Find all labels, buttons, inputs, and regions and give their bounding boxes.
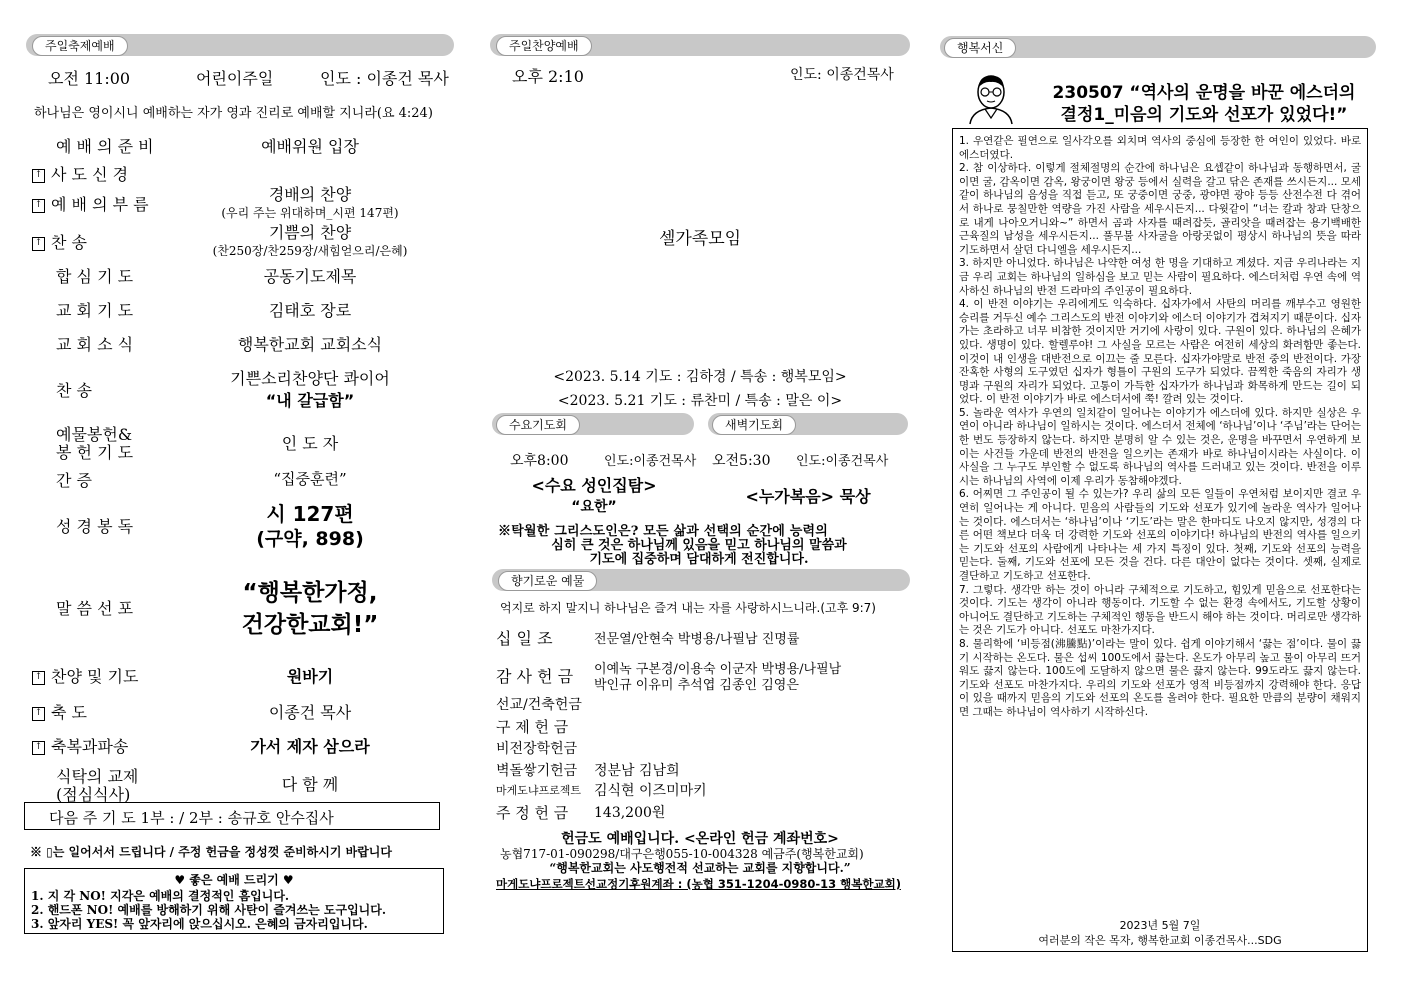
stand-icon: ↑ <box>32 169 45 183</box>
order-content: 다 함 께 <box>281 775 339 794</box>
offering-title: 주 정 헌 금 <box>496 804 569 822</box>
mission-statement: “행복한교회는 사도행전적 선교하는 교회를 지향합니다.” <box>549 861 851 875</box>
order-sub: (구약, 898) <box>256 528 364 550</box>
section-label-dawn: 새벽기도회 <box>712 415 796 435</box>
letter-paragraph: 3. 하지만 아니었다. 하나님은 나약한 여성 한 명을 기대하고 계셨다. 지금 우리나라는 지금 우리 교회는 하나님의 일하심을 보고 믿는 사람이 필요하다. 에스더처럼 우연 속에 역사하신 하나님의 반전 드라마의 주인공이 필요하다. <box>959 257 1361 297</box>
order-sub: (우리 주는 위대하며_시편 147편) <box>221 206 399 220</box>
offering-title: 벽돌쌓기헌금 <box>496 763 578 779</box>
worship-time: 오전 11:00 <box>48 69 131 88</box>
stand-icon: ↑ <box>32 741 45 755</box>
good-worship-box <box>24 868 444 934</box>
order-row-benediction <box>32 700 87 723</box>
order-title: 찬 송 <box>51 233 87 252</box>
next-prayer-box <box>24 802 440 830</box>
order-sub: “내 갈급함” <box>265 391 355 410</box>
order-content: 경배의 찬양 <box>268 185 352 204</box>
order-title: 간 증 <box>56 471 92 490</box>
order-title: 교 회 기 도 <box>56 301 134 320</box>
offering-title: 비전장학헌금 <box>496 741 578 757</box>
section-label-wednesday: 수요기도회 <box>496 415 580 435</box>
schedule-item: <2023. 5.14 기도 : 김하경 / 특송 : 행복모임> <box>553 369 847 385</box>
order-content: 공동기도제목 <box>263 267 357 286</box>
section-label-offering: 향기로운 예물 <box>498 571 597 591</box>
offering-names: 143,200원 <box>594 805 666 821</box>
letter-paragraph: 6. 어찌면 그 주인공이 될 수 있는가? 우리 삶의 모든 일들이 우연처럼 보이지만 결코 우연히 일어나는 게 아니다. 믿음의 사람들의 기도와 선포가 있기에 놀라운 역사가 일어나는 것이다. 에스더서는 ‘하나님’이나 ‘기도’라는 말은 한마디도 나오지 않지만, 성경의 다른 어떤 책보다 더욱 더 강력한 기도와 선포의 이야기다! 하나님의 반전의 역사를 일으키는 기도와 선포의 사람에게 나타나는 세 가지 특징이 있다. 첫째, 기도와 선포의 능력을 믿는다. 둘째, 기도와 선포에 모든 것을 건다. 다른 대안이 없다는 것이다. 셋째, 실제로 결단하고 기도하고 선포한다. <box>959 488 1361 582</box>
order-title: 식탁의 교제 <box>56 767 139 786</box>
offering-title: 십 일 조 <box>496 629 553 648</box>
stand-note: ※ ▯는 일어서서 드립니다 / 주정 헌금을 정성껏 준비하시기 바랍니다 <box>30 845 392 859</box>
offering-names: 박인규 이유미 추석엽 김종인 김영은 <box>594 678 799 693</box>
worship-verse: 하나님은 영이시니 예배하는 자가 영과 진리로 예배할 지니라(요 4:24) <box>34 106 433 121</box>
offering-title: 감 사 헌 금 <box>496 667 574 686</box>
order-title: 예 배 의 준 비 <box>56 137 154 156</box>
order-content: 인 도 자 <box>281 434 339 453</box>
order-title: 축 도 <box>51 703 87 722</box>
dawn-leader: 인도:이종건목사 <box>796 454 889 469</box>
order-title: 사 도 신 경 <box>51 165 129 184</box>
order-content: 원바기 <box>286 667 334 686</box>
pastor-portrait-icon <box>960 72 1022 126</box>
order-row-call-to-worship <box>32 192 149 215</box>
letter-box <box>952 128 1368 952</box>
order-title: 성 경 봉 독 <box>56 517 134 536</box>
letter-date: 2023년 5월 7일 <box>1119 919 1201 932</box>
next-prayer: 다음 주 기 도 1부 : / 2부 : 송규호 안수집사 <box>49 809 334 827</box>
letter-paragraph: 4. 이 반전 이야기는 우리에게도 익숙하다. 십자가에서 사탄의 머리를 깨부수고 영원한 승리를 거두신 예수 그리스도의 반전 이야기와 에스더 이야기가 겹쳐지기 때문이다. 십자가는 초라하고 너무 비참한 것이지만 거기에 사랑이 있다. 구원이 있다. 하나님의 은혜가 있다. 생명이 있다. 할렐루야! 그 사실을 모르는 사람은 여전히 세상의 화려함만 좋는다. 이것이 내 인생을 대반전으로 이끄는 줄 모른다. 십자가야말로 반전 중의 반전이다. 가장 잔혹한 사형의 도구였던 십자가 형틀이 구원의 도구가 되었다. 끔찍한 죽음의 자리가 생명과 구원의 자리가 되었다. 고통이 가득한 십자가가 하나님과 화목하게 만드는 길이 되었다. 이 반전 이야기가 바로 에스더서에 쭉! 깔려 있는 것이다. <box>959 298 1361 406</box>
order-title: 찬양 및 기도 <box>51 667 139 686</box>
stand-icon: ↑ <box>32 671 45 685</box>
order-content: 기쁜소리찬양단 콰이어 <box>230 369 390 388</box>
stand-icon: ↑ <box>32 707 45 721</box>
online-offering-title: 헌금도 예배입니다. <온라인 헌금 계좌번호> <box>561 831 839 847</box>
order-content: 김태호 장로 <box>268 301 352 320</box>
order-row-apostles-creed <box>32 162 128 185</box>
good-worship-item: 2. 핸드폰 NO! 예배를 방해하기 위해 사탄이 즐겨쓰는 도구입니다. <box>31 903 387 917</box>
letter-body <box>959 135 1361 720</box>
good-worship-title: ♥ 좋은 예배 드리기 ♥ <box>174 873 294 887</box>
letter-paragraph: 1. 우연같은 필연으로 일사각오를 외치며 역사의 중심에 등장한 한 여인이 있었다. 바로 에스더였다. <box>959 135 1361 161</box>
exhortation-line: 기도에 집중하며 담대하게 전진합니다. <box>589 552 809 567</box>
wed-leader: 인도:이종건목사 <box>604 454 697 469</box>
letter-paragraph: 8. 물리학에 ‘비등점(沸騰點)’이라는 말이 있다. 쉽게 이야기해서 ‘끓는 점’이다. 물이 끓기 시작하는 온도다. 물은 섭씨 100도에서 끓는다. 온도가 아무리 높고 물이 아무리 뜨거워도 끓지 않는다. 100도에 도달하지 않으면 물은 끓지 않는다. 99도라도 끓지 않는다. 기도와 선포도 마찬가지다. 우리의 기도와 선포가 영적 비등점까지 강력해야 한다. 응답이 있을 때까지 믿음의 기도와 선포의 온도를 올려야 한다. 필요한 만큼의 분량이 채워지면 그때는 하나님이 역사하기 시작하신다. <box>959 637 1361 718</box>
letter-paragraph: 5. 놀라운 역사가 우연의 일치같이 일어나는 이야기가 에스더에 있다. 하지만 실상은 우연이 아니라 하나님이 일하시는 것이다. 에스더서 전체에 ‘하나님’이나 ‘주님’라는 단어는 한 번도 등장하지 않는다. 하지만 분명히 알 수 있는 것은, 운명을 바꾸면서 우연하게 보이는 사건들 가운데 반전의 반전을 일으키는 존재가 바로 하나님이시라는 사실이다. 이 사실을 그 누구도 부인할 수 없도록 하나님의 역사를 드러내고 있는 것이다. 반전을 이루시는 하나님의 사역에 이제 우리가 동참해야겠다. <box>959 406 1361 487</box>
bank-account: 농협717-01-090298/대구은행055-10-004328 예금주(행복한교회) <box>500 847 864 861</box>
wed-time: 오후8:00 <box>510 453 569 469</box>
order-sub: (찬250장/찬259장/새힘얻으리/은혜) <box>212 244 408 258</box>
order-row-praise-prayer <box>32 664 138 687</box>
dawn-time: 오전5:30 <box>712 453 771 469</box>
exhortation-line: 심히 큰 것은 하나님께 있음을 믿고 하나님의 말씀과 <box>551 538 847 553</box>
offering-title: 선교/건축헌금 <box>496 697 582 713</box>
afternoon-time: 오후 2:10 <box>512 67 584 86</box>
offering-title: 구 제 헌 금 <box>496 718 569 736</box>
order-content: 기쁨의 찬양 <box>268 223 352 242</box>
order-row-hymn <box>32 230 87 253</box>
order-title: 축복과파송 <box>51 737 129 756</box>
macedonia-account: 마게도냐프로젝트선교정기후원계좌 : (농협 351-1204-0980-13 행복한교회) <box>496 877 901 891</box>
worship-occasion: 어린이주일 <box>196 69 274 88</box>
cell-group-title: 셀가족모임 <box>658 229 742 249</box>
wed-title: <수요 성인집탐> <box>531 476 657 495</box>
stand-icon: ↑ <box>32 199 45 213</box>
good-worship-item: 3. 앞자리 YES! 꼭 앞자리에 앉으십시오. 은혜의 금자리입니다. <box>31 917 368 931</box>
order-title: 예 배 의 부 름 <box>51 195 149 214</box>
sermon-title: “행복한가정, <box>242 580 378 606</box>
order-content: 예배위원 입장 <box>261 137 359 156</box>
dawn-title: <누가복음> 묵상 <box>745 487 871 506</box>
order-title: 예물봉헌& <box>56 425 133 444</box>
section-label-worship: 주일축제예배 <box>32 36 128 56</box>
letter-title-2: 결정1_미음의 기도와 선포가 있었다!” <box>1060 105 1348 125</box>
good-worship-item: 1. 지 각 NO! 지각은 예배의 결정적인 흠입니다. <box>31 889 290 903</box>
letter-paragraph: 2. 참 이상하다. 이렇게 절체절명의 순간에 하나님은 요셉같이 하나님과 동행하면서, 굴이면 굴, 감옥이면 감옥, 왕궁이면 왕궁 등에서 실력을 갈고 닦은 존재를 쓰시든지... 모세같이 하나님의 음성을 직접 듣고, 또 궁중이면 궁중, 광야면 광야 등등 산전수전 다 겪어서 하나로 뭉칠만한 역량을 가진 사람을 세우시든지... 다윗같이 “너는 칼과 창과 단창으로 내게 나아오거니와~” 하면서 곰과 사자를 때려잡듯, 골리앗을 때려잡는 용기백배한 근육질의 남성을 세우시든지... 풀무불 사자굴을 아랑곳없이 평상시 하나님의 뜻을 따라 기도하면서 살던 다니엘을 세우시든지... <box>959 162 1361 256</box>
section-label-afternoon: 주일찬양예배 <box>496 36 592 56</box>
wed-sub: “요한” <box>571 499 617 515</box>
order-title: 찬 송 <box>56 381 92 400</box>
section-label-letter: 행복서신 <box>944 38 1016 58</box>
order-row-sending <box>32 734 128 757</box>
order-title: 합 심 기 도 <box>56 267 134 286</box>
worship-leader: 인도 : 이종건 목사 <box>320 69 449 88</box>
exhortation-line: ※탁월한 그리스도인은? 모든 삶과 선택의 순간에 능력의 <box>498 524 829 539</box>
letter-title: 230507 “역사의 운명을 바꾼 에스더의 <box>1052 83 1356 103</box>
order-content: 이종건 목사 <box>268 703 352 722</box>
order-content: “집중훈련” <box>273 470 347 488</box>
offering-names: 정분남 김남희 <box>594 763 680 779</box>
offering-names: 김식현 이즈미마키 <box>594 783 707 799</box>
offering-verse: 억지로 하지 말지니 하나님은 즐겨 내는 자를 사랑하시느니라.(고후 9:7) <box>500 601 876 615</box>
offering-names: 전문열/안현숙 박병용/나필남 진명률 <box>594 632 800 647</box>
sermon-title-2: 건강한교회!” <box>241 612 379 638</box>
order-title-2: (점심식사) <box>56 785 131 804</box>
offering-title: 마게도냐프로젝트 <box>496 784 582 797</box>
order-title: 교 회 소 식 <box>56 335 134 354</box>
schedule-item: <2023. 5.21 기도 : 류찬미 / 특송 : 말은 이> <box>557 393 843 409</box>
letter-signature: 여러분의 작은 목자, 행복한교회 이종건목사...SDG <box>1038 934 1282 947</box>
order-title: 말 씀 선 포 <box>56 599 134 618</box>
afternoon-leader: 인도: 이종건목사 <box>790 67 894 83</box>
order-content: 행복한교회 교회소식 <box>237 335 383 354</box>
order-content: 가서 제자 삼으라 <box>250 737 370 756</box>
stand-icon: ↑ <box>32 237 45 251</box>
offering-names: 이예녹 구본경/이용숙 이군자 박병용/나필남 <box>594 662 842 677</box>
order-content: 시 127편 <box>266 502 354 526</box>
order-title-2: 봉 헌 기 도 <box>56 443 134 462</box>
letter-paragraph: 7. 그렇다. 생각만 하는 것이 아니라 구체적으로 기도하고, 힘있게 믿음으로 선포한다는 것이다. 기도는 생각이 아니라 행동이다. 기도할 수 없는 환경 속에서도, 기도할 상황이 아니어도 결단하고 기도하는 구체적인 행동을 반드시 해야 하는 것이다. 머리로만 생각하는 것은 기도가 아니다. 선포도 마찬가지다. <box>959 583 1361 637</box>
